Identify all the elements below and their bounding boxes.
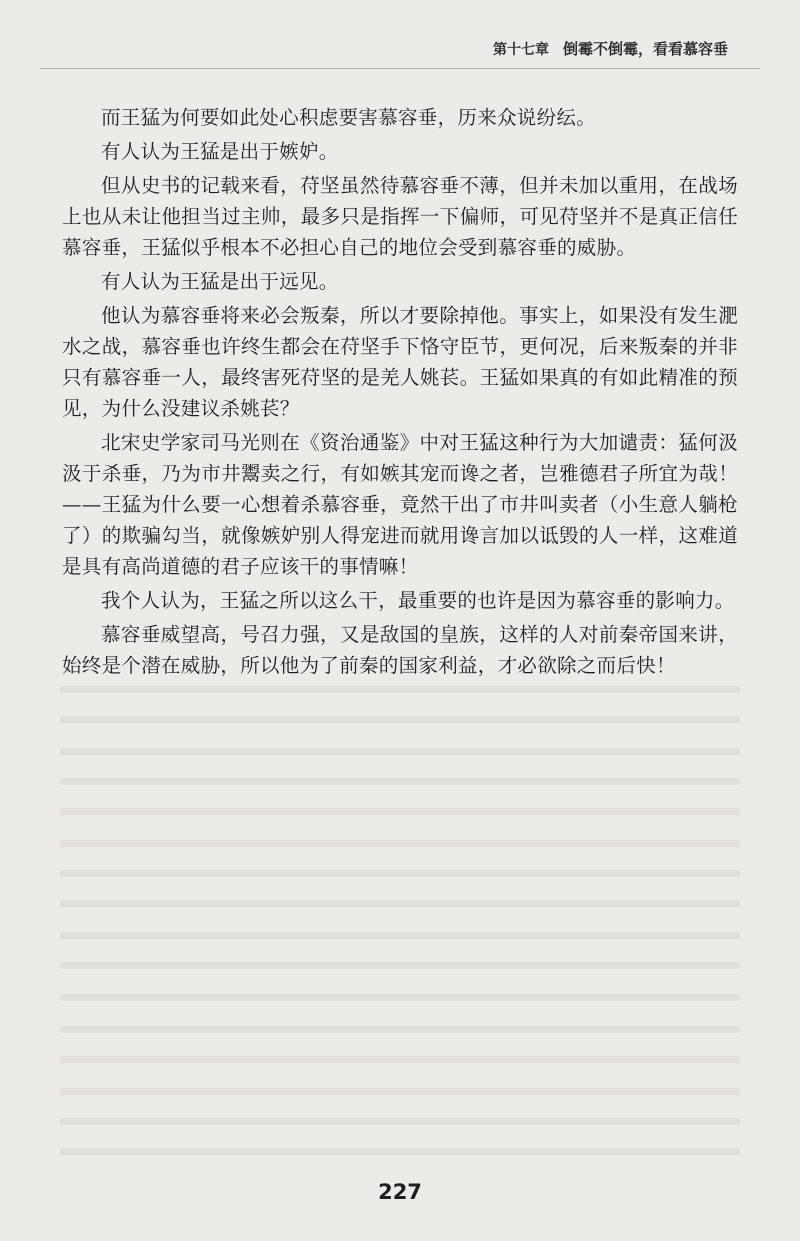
- paragraph: 而王猛为何要如此处心积虑要害慕容垂，历来众说纷纭。: [101, 106, 597, 129]
- bleed-through-line: [60, 1118, 740, 1125]
- bleed-through-line: [60, 870, 740, 877]
- bleed-through-line: [60, 1056, 740, 1063]
- bleed-through-line: [60, 808, 740, 815]
- bleed-through-line: [60, 994, 740, 1001]
- paragraph: 有人认为王猛是出于远见。: [101, 270, 339, 293]
- bleed-through-line: [60, 962, 740, 969]
- bleed-through-line: [60, 1088, 740, 1095]
- bleed-through-line: [60, 748, 740, 755]
- chapter-title: 倒霉不倒霉，看看慕容垂: [562, 40, 728, 58]
- paragraph: 有人认为王猛是出于嫉妒。: [101, 140, 339, 163]
- paragraph: 北宋史学家司马光则在《资治通鉴》中对王猛这种行为大加谴责：猛何汲汲于杀垂，乃为市井鬻卖之行，有如嫉其宠而谗之者，岂雅德君子所宜为哉！——王猛为什么要一心想着杀慕容垂，竟然干出了市井叫卖者（小生意人躺枪了）的欺骗勾当，就像嫉妒别人得宠进而就用谗言加以诋毁的人一样，这难道是具有高尚道德的君子应该干的事情嘛！: [62, 431, 738, 578]
- bleed-through-line: [60, 716, 740, 723]
- paragraph: 我个人认为，王猛之所以这么干，最重要的也许是因为慕容垂的影响力。: [101, 589, 735, 612]
- bleed-through-line: [60, 932, 740, 939]
- paragraph: 但从史书的记载来看，苻坚虽然待慕容垂不薄，但并未加以重用，在战场上也从未让他担当过主帅，最多只是指挥一下偏师，可见苻坚并不是真正信任慕容垂，王猛似乎根本不必担心自己的地位会受到慕容垂的威胁。: [62, 174, 738, 259]
- page-number: 227: [378, 1180, 422, 1204]
- bleed-through-line: [60, 778, 740, 785]
- bleed-through-line: [60, 1026, 740, 1033]
- bleed-through-line: [60, 1148, 740, 1155]
- bleed-through-line: [60, 900, 740, 907]
- bleed-through-line: [60, 840, 740, 847]
- bleed-through-line: [60, 686, 740, 693]
- paragraph: 慕容垂威望高，号召力强，又是敌国的皇族，这样的人对前秦帝国来讲，始终是个潜在威胁，所以他为了前秦的国家利益，才必欲除之而后快！: [62, 623, 738, 677]
- header-rule: [40, 68, 760, 69]
- chapter-number: 第十七章: [492, 42, 549, 58]
- body-text: [62, 102, 738, 684]
- running-header: [493, 38, 728, 59]
- paragraph: 他认为慕容垂将来必会叛秦，所以才要除掉他。事实上，如果没有发生淝水之战，慕容垂也许终生都会在苻坚手下恪守臣节，更何况，后来叛秦的并非只有慕容垂一人，最终害死苻坚的是羌人姚苌。王猛如果真的有如此精准的预见，为什么没建议杀姚苌？: [62, 304, 738, 420]
